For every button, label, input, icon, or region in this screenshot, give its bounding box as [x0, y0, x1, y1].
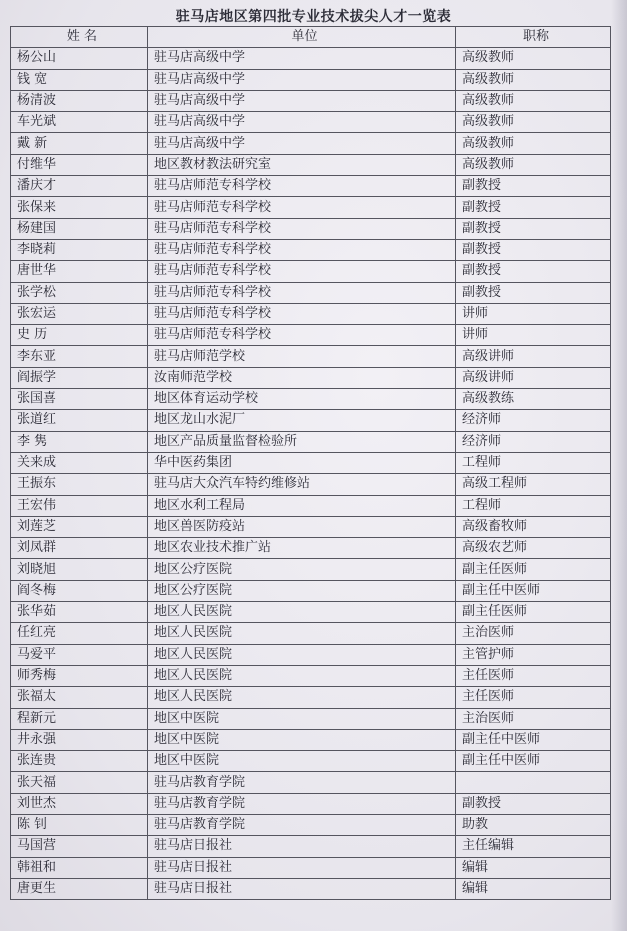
cell-unit: 地区教材教法研究室: [148, 154, 456, 175]
cell-name: 李晓莉: [11, 239, 148, 260]
table-row: [11, 48, 611, 69]
table-row: [11, 559, 611, 580]
table-row: [11, 410, 611, 431]
table-row: [11, 133, 611, 154]
cell-name: 车光斌: [11, 112, 148, 133]
header-unit: 单位: [148, 27, 456, 48]
cell-title: 主治医师: [456, 708, 611, 729]
cell-title: 主任医师: [456, 665, 611, 686]
cell-name: 阎冬梅: [11, 580, 148, 601]
cell-unit: 驻马店师范专科学校: [148, 218, 456, 239]
cell-title: 主治医师: [456, 623, 611, 644]
cell-unit: 驻马店日报社: [148, 857, 456, 878]
table-row: [11, 644, 611, 665]
table-row: [11, 90, 611, 111]
cell-name: 张华茹: [11, 602, 148, 623]
cell-name: 张连贵: [11, 751, 148, 772]
table-row: [11, 176, 611, 197]
table-row: [11, 325, 611, 346]
table-row: [11, 367, 611, 388]
cell-unit: 驻马店师范专科学校: [148, 325, 456, 346]
cell-name: 杨清波: [11, 90, 148, 111]
cell-name: 马爱平: [11, 644, 148, 665]
cell-title: 副教授: [456, 197, 611, 218]
cell-title: 副主任中医师: [456, 751, 611, 772]
cell-name: 唐更生: [11, 878, 148, 899]
cell-title: 高级教师: [456, 48, 611, 69]
cell-name: 关来成: [11, 452, 148, 473]
table-row: [11, 282, 611, 303]
table-row: [11, 751, 611, 772]
table-row: [11, 793, 611, 814]
cell-unit: 驻马店高级中学: [148, 112, 456, 133]
cell-name: 任红亮: [11, 623, 148, 644]
cell-unit: 驻马店师范专科学校: [148, 176, 456, 197]
cell-title: 副主任医师: [456, 559, 611, 580]
cell-title: 主管护师: [456, 644, 611, 665]
cell-name: 刘世杰: [11, 793, 148, 814]
table-row: [11, 814, 611, 835]
table-row: [11, 69, 611, 90]
header-name: 姓 名: [11, 27, 148, 48]
table-row: [11, 538, 611, 559]
cell-name: 马国营: [11, 836, 148, 857]
table-row: [11, 857, 611, 878]
cell-title: 高级教师: [456, 112, 611, 133]
cell-title: 工程师: [456, 495, 611, 516]
document-title: 驻马店地区第四批专业技术拔尖人才一览表: [175, 9, 452, 25]
cell-unit: 地区农业技术推广站: [148, 538, 456, 559]
cell-unit: 驻马店高级中学: [148, 69, 456, 90]
cell-title: 高级教师: [456, 69, 611, 90]
table-row: [11, 452, 611, 473]
cell-title: [456, 772, 611, 793]
cell-title: 讲师: [456, 303, 611, 324]
table-row: [11, 580, 611, 601]
cell-name: 张保来: [11, 197, 148, 218]
cell-name: 钱 宽: [11, 69, 148, 90]
cell-name: 张宏运: [11, 303, 148, 324]
cell-name: 阎振学: [11, 367, 148, 388]
table-row: [11, 154, 611, 175]
table-row: [11, 772, 611, 793]
cell-unit: 地区人民医院: [148, 644, 456, 665]
cell-name: 张天福: [11, 772, 148, 793]
table-row: [11, 516, 611, 537]
table-row: [11, 623, 611, 644]
cell-name: 唐世华: [11, 261, 148, 282]
cell-unit: 驻马店师范专科学校: [148, 239, 456, 260]
cell-name: 刘莲芝: [11, 516, 148, 537]
cell-unit: 地区公疗医院: [148, 559, 456, 580]
cell-title: 高级教师: [456, 133, 611, 154]
cell-title: 高级教师: [456, 154, 611, 175]
table-row: [11, 708, 611, 729]
cell-name: 张国喜: [11, 389, 148, 410]
cell-title: 高级讲师: [456, 367, 611, 388]
cell-unit: 驻马店师范专科学校: [148, 303, 456, 324]
cell-unit: 华中医药集团: [148, 452, 456, 473]
cell-name: 陈 钊: [11, 814, 148, 835]
cell-unit: 地区体育运动学校: [148, 389, 456, 410]
cell-unit: 驻马店师范学校: [148, 346, 456, 367]
cell-title: 主任医师: [456, 687, 611, 708]
cell-unit: 驻马店高级中学: [148, 90, 456, 111]
table-row: [11, 346, 611, 367]
cell-unit: 驻马店教育学院: [148, 772, 456, 793]
cell-title: 副教授: [456, 282, 611, 303]
cell-title: 高级工程师: [456, 474, 611, 495]
cell-name: 付维华: [11, 154, 148, 175]
table-header-row: [11, 27, 611, 48]
header-title: 职称: [456, 27, 611, 48]
cell-unit: 汝南师范学校: [148, 367, 456, 388]
cell-title: 高级教练: [456, 389, 611, 410]
cell-title: 副教授: [456, 793, 611, 814]
cell-name: 王振东: [11, 474, 148, 495]
cell-title: 副教授: [456, 176, 611, 197]
cell-name: 张道红: [11, 410, 148, 431]
table-row: [11, 687, 611, 708]
cell-name: 史 历: [11, 325, 148, 346]
cell-name: 李东亚: [11, 346, 148, 367]
cell-unit: 驻马店大众汽车特约维修站: [148, 474, 456, 495]
cell-unit: 地区中医院: [148, 751, 456, 772]
table-row: [11, 239, 611, 260]
cell-name: 潘庆才: [11, 176, 148, 197]
cell-title: 主任编辑: [456, 836, 611, 857]
cell-name: 李 隽: [11, 431, 148, 452]
cell-title: 副教授: [456, 218, 611, 239]
table-row: [11, 218, 611, 239]
cell-title: 副主任中医师: [456, 580, 611, 601]
cell-unit: 地区人民医院: [148, 623, 456, 644]
cell-title: 编辑: [456, 878, 611, 899]
cell-name: 刘晓旭: [11, 559, 148, 580]
cell-unit: 驻马店高级中学: [148, 133, 456, 154]
cell-unit: 地区中医院: [148, 729, 456, 750]
cell-name: 杨公山: [11, 48, 148, 69]
table-row: [11, 836, 611, 857]
cell-name: 程新元: [11, 708, 148, 729]
cell-unit: 驻马店教育学院: [148, 814, 456, 835]
cell-title: 高级讲师: [456, 346, 611, 367]
table-row: [11, 474, 611, 495]
table-row: [11, 495, 611, 516]
cell-title: 经济师: [456, 410, 611, 431]
cell-unit: 驻马店日报社: [148, 836, 456, 857]
table-row: [11, 112, 611, 133]
cell-unit: 地区水利工程局: [148, 495, 456, 516]
cell-title: 高级畜牧师: [456, 516, 611, 537]
cell-title: 副主任中医师: [456, 729, 611, 750]
cell-name: 刘凤群: [11, 538, 148, 559]
cell-title: 工程师: [456, 452, 611, 473]
cell-name: 张学松: [11, 282, 148, 303]
cell-name: 杨建国: [11, 218, 148, 239]
page-edge-shadow: [611, 0, 627, 931]
cell-unit: 驻马店师范专科学校: [148, 261, 456, 282]
cell-name: 师秀梅: [11, 665, 148, 686]
cell-unit: 地区兽医防疫站: [148, 516, 456, 537]
table-row: [11, 878, 611, 899]
table-row: [11, 602, 611, 623]
cell-unit: 地区人民医院: [148, 687, 456, 708]
cell-title: 编辑: [456, 857, 611, 878]
table-row: [11, 431, 611, 452]
cell-unit: 驻马店师范专科学校: [148, 282, 456, 303]
table-row: [11, 303, 611, 324]
cell-title: 经济师: [456, 431, 611, 452]
cell-name: 王宏伟: [11, 495, 148, 516]
cell-unit: 地区产品质量监督检验所: [148, 431, 456, 452]
cell-name: 张福太: [11, 687, 148, 708]
cell-name: 戴 新: [11, 133, 148, 154]
cell-name: 井永强: [11, 729, 148, 750]
cell-title: 高级教师: [456, 90, 611, 111]
cell-unit: 驻马店教育学院: [148, 793, 456, 814]
cell-title: 副主任医师: [456, 602, 611, 623]
cell-unit: 地区人民医院: [148, 665, 456, 686]
cell-title: 高级农艺师: [456, 538, 611, 559]
cell-title: 讲师: [456, 325, 611, 346]
cell-unit: 驻马店日报社: [148, 878, 456, 899]
cell-unit: 驻马店师范专科学校: [148, 197, 456, 218]
cell-unit: 地区人民医院: [148, 602, 456, 623]
cell-title: 副教授: [456, 239, 611, 260]
table-row: [11, 665, 611, 686]
cell-unit: 地区龙山水泥厂: [148, 410, 456, 431]
talent-roster-table: [10, 26, 611, 900]
cell-name: 韩祖和: [11, 857, 148, 878]
table-row: [11, 729, 611, 750]
cell-unit: 地区公疗医院: [148, 580, 456, 601]
cell-unit: 地区中医院: [148, 708, 456, 729]
cell-unit: 驻马店高级中学: [148, 48, 456, 69]
table-row: [11, 197, 611, 218]
cell-title: 助教: [456, 814, 611, 835]
table-row: [11, 389, 611, 410]
cell-title: 副教授: [456, 261, 611, 282]
table-row: [11, 261, 611, 282]
